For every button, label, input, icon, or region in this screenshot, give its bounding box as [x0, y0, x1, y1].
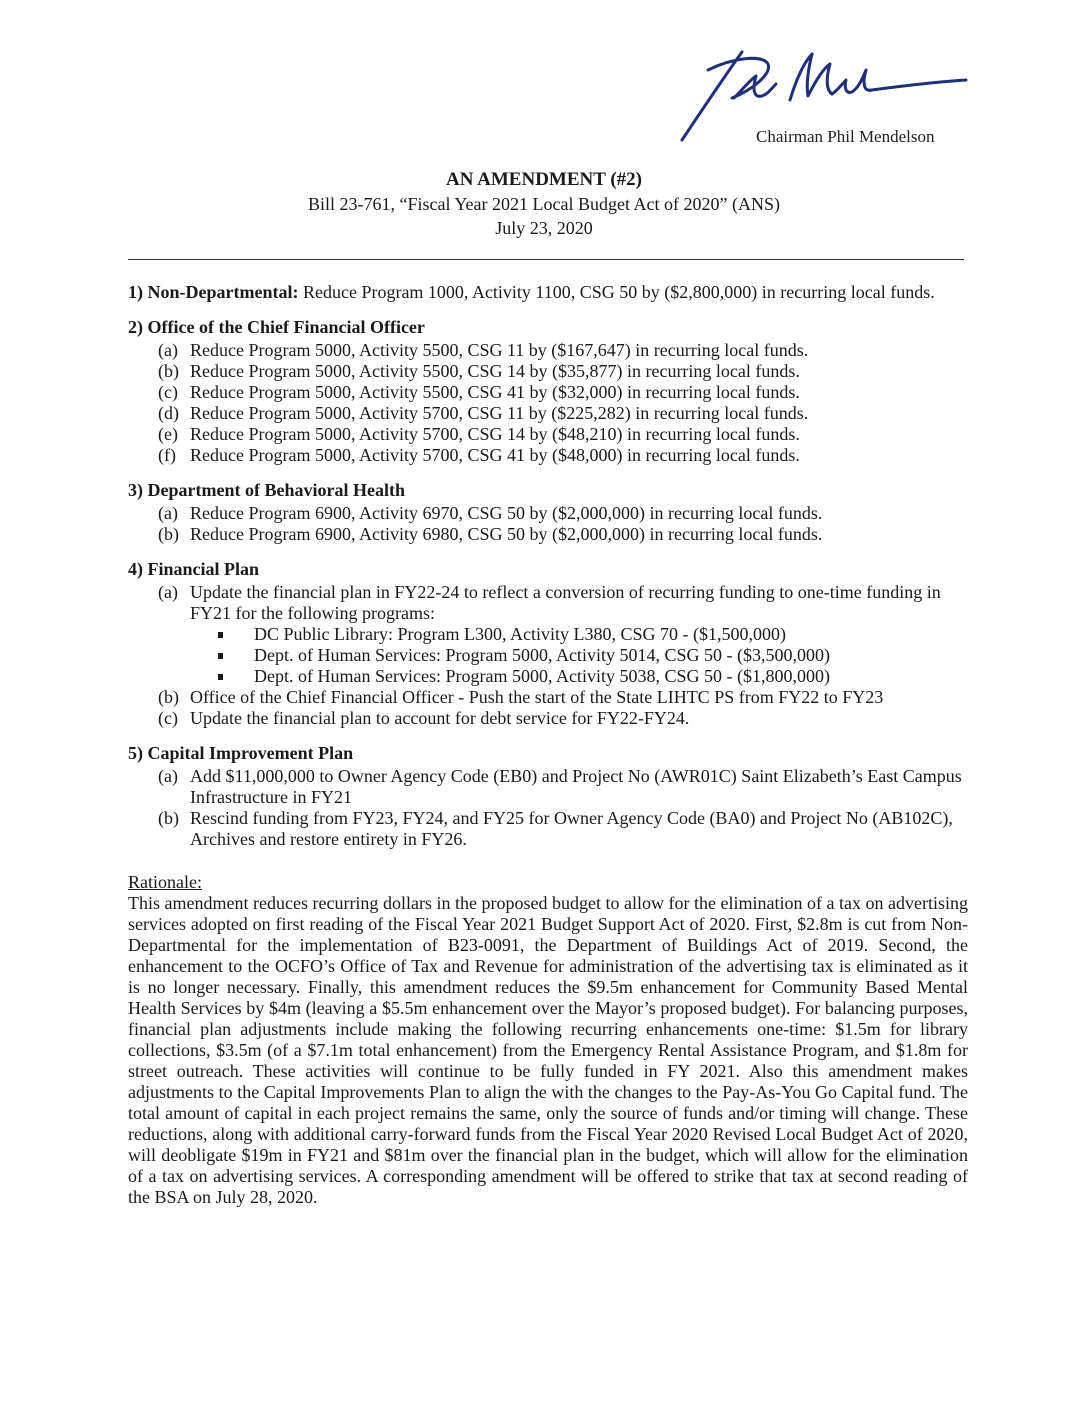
- rationale-text: This amendment reduces recurring dollars in the proposed budget to allow for the elimination of a tax on advertising services adopted on first reading of the Fiscal Year 2021 Budget Support Act of 2020. First, $2.8m is cut from Non-Departmental for the implementation of B23-0091, the Department of Buildings Act of 2019. Second, the enhancement to the OCFO’s Office of Tax and Revenue for administration of the advertising tax is eliminated as it is no longer necessary. Finally, this amendment reduces the $9.5m enhancement for Community Based Mental Health Services by $4m (leaving a $5.5m enhancement over the Mayor’s proposed budget). For balancing purposes, financial plan adjustments include making the following recurring enhancements one-time: $1.5m for library collections, $3.5m (of a $7.1m total enhancement) from the Emergency Rental Assistance Program, and $1.8m for street outreach. These activities will continue to be fully funded in FY 2021. Also this amendment makes adjustments to the Capital Improvements Plan to align the with the changes to the Pay-As-You Go Capital fund. The total amount of capital in each project remains the same, only the source of funds and/or timing will change. These reductions, along with additional carry-forward funds from the Fiscal Year 2020 Revised Local Budget Act of 2020, will deobligate $19m in FY21 and $81m over the financial plan in the budget, which will allow for the elimination of a tax on advertising services. A corresponding amendment will be offered to strike that tax at second reading of the BSA on July 28, 2020.: [128, 893, 968, 1207]
- list-item: (b) Reduce Program 5000, Activity 5500, CSG 14 by ($35,877) in recurring local funds.: [158, 361, 800, 381]
- section-label: 1) Non-Departmental:: [128, 282, 299, 302]
- bill-title: Bill 23-761, “Fiscal Year 2021 Local Budget Act of 2020” (ANS): [308, 194, 780, 214]
- header-divider: [128, 259, 964, 260]
- bullet-item: DC Public Library: Program L300, Activity L380, CSG 70 - ($1,500,000): [218, 624, 968, 645]
- section-text: Reduce Program 1000, Activity 1100, CSG 50 by ($2,800,000) in recurring local funds.: [298, 282, 935, 302]
- section-heading: 3) Department of Behavioral Health: [128, 480, 405, 500]
- list-item: (a) Add $11,000,000 to Owner Agency Code (EB0) and Project No (AWR01C) Saint Elizabeth’s East Campus Infrastructure in FY21: [158, 766, 962, 807]
- bullet-item: Dept. of Human Services: Program 5000, Activity 5014, CSG 50 - ($3,500,000): [218, 645, 968, 666]
- list-item: (a) Reduce Program 5000, Activity 5500, CSG 11 by ($167,647) in recurring local funds.: [158, 340, 809, 360]
- bullet-item: Dept. of Human Services: Program 5000, Activity 5038, CSG 50 - ($1,800,000): [218, 666, 968, 687]
- program-list: [190, 624, 968, 687]
- list-item: (a) Update the financial plan in FY22-24 to reflect a conversion of recurring funding to one-time funding in FY21 for the following programs: DC Public Library: Program L300, Activity L380, CSG 70 - ($1,500,000) Dept. of Human Services: Program 5000, Activity 5014, CSG 50 - ($3,500,000) Dept. of Human Services: Program 5000, Activity 5038, CSG 50 - ($1,800,000): [128, 582, 968, 687]
- section-financial-plan: [128, 559, 968, 729]
- section-non-departmental: [128, 282, 968, 303]
- list-item: (c) Update the financial plan to account for debt service for FY22-FY24.: [158, 708, 690, 728]
- document-body: [128, 282, 968, 1208]
- list-item: (f) Reduce Program 5000, Activity 5700, CSG 41 by ($48,000) in recurring local funds.: [158, 445, 800, 465]
- section-capital-improvement: [128, 743, 968, 850]
- section-behavioral-health: [128, 480, 968, 545]
- list-item: (b) Office of the Chief Financial Officer - Push the start of the State LIHTC PS from FY22 to FY23: [158, 687, 884, 707]
- rationale-heading: Rationale:: [128, 872, 202, 892]
- bullet-square-icon: [218, 653, 223, 659]
- section-heading: 2) Office of the Chief Financial Officer: [128, 317, 425, 337]
- amendment-date: July 23, 2020: [495, 218, 593, 238]
- list-item: (a) Reduce Program 6900, Activity 6970, CSG 50 by ($2,000,000) in recurring local funds.: [158, 503, 823, 523]
- amendment-title: AN AMENDMENT (#2): [446, 169, 642, 190]
- document-header: [0, 168, 1088, 240]
- signatory-name: Chairman Phil Mendelson: [756, 127, 935, 146]
- list-item: (d) Reduce Program 5000, Activity 5700, CSG 11 by ($225,282) in recurring local funds.: [158, 403, 809, 423]
- section-heading: 4) Financial Plan: [128, 559, 260, 579]
- list-item: (b) Reduce Program 6900, Activity 6980, CSG 50 by ($2,000,000) in recurring local funds.: [158, 524, 823, 544]
- section-ocfo: [128, 317, 968, 466]
- list-item: (e) Reduce Program 5000, Activity 5700, CSG 14 by ($48,210) in recurring local funds.: [158, 424, 800, 444]
- bullet-square-icon: [218, 632, 223, 638]
- section-heading: 5) Capital Improvement Plan: [128, 743, 354, 763]
- list-item: (c) Reduce Program 5000, Activity 5500, CSG 41 by ($32,000) in recurring local funds.: [158, 382, 800, 402]
- list-item: (b) Rescind funding from FY23, FY24, and FY25 for Owner Agency Code (BA0) and Project No (AB102C), Archives and restore entirety in FY26.: [158, 808, 953, 849]
- bullet-square-icon: [218, 674, 223, 680]
